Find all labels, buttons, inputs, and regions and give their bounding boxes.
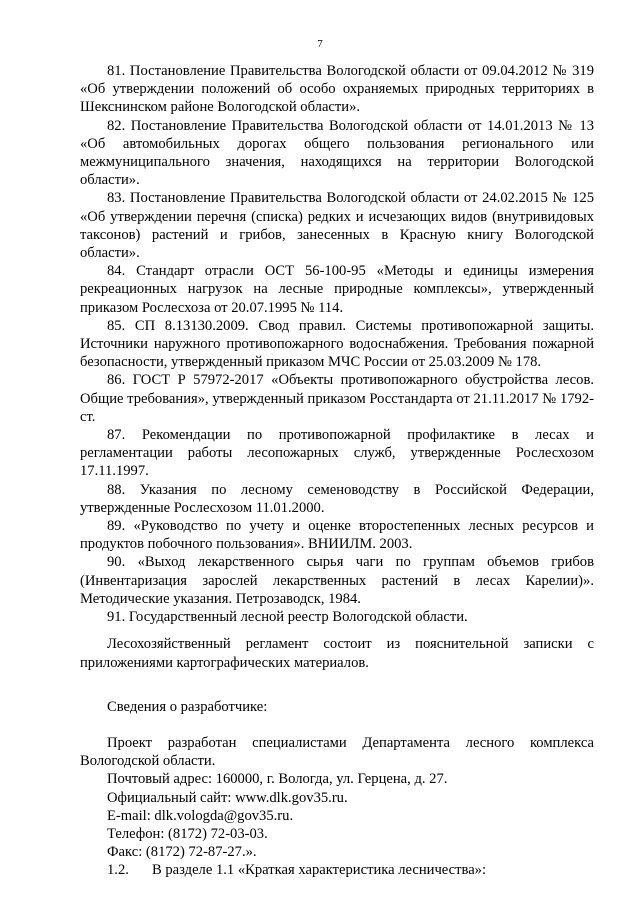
spacer (80, 716, 594, 734)
reference-90: 90. «Выход лекарственного сырья чаги по группам объемов грибов (Инвентаризация зарослей лекарственных растений в лесах Карелии)». Методические указания. Петрозаводск, 1984. (80, 554, 594, 607)
document-body (80, 62, 594, 880)
contact-fax: Факс: (8172) 72-87-27.». (107, 844, 257, 861)
subsection-number: 1.2. (107, 862, 129, 879)
spacer (80, 672, 594, 698)
contact-postal-address: Почтовый адрес: 160000, г. Вологда, ул. Герцена, д. 27. (107, 771, 448, 788)
developer-text: Проект разработан специалистами Департамента лесного комплекса Вологодской области. (80, 734, 594, 770)
reference-86: 86. ГОСТ Р 57972-2017 «Объекты противопожарного обустройства лесов. Общие требования», утвержденный приказом Росстандарта от 21.11.2017 № 1792-ст. (80, 372, 594, 425)
developer-heading: Сведения о разработчике: (107, 698, 268, 715)
reference-81: 81. Постановление Правительства Вологодской области от 09.04.2012 № 319 «Об утверждении положений об особо охраняемых природных территориях в Шекснинском районе Вологодской области». (80, 63, 594, 116)
reference-88: 88. Указания по лесному семеноводству в Российской Федерации, утвержденные Рослесхозом 11.01.2000. (80, 481, 594, 516)
contact-website: Официальный сайт: www.dlk.gov35.ru. (107, 789, 348, 806)
spacer (80, 626, 594, 635)
reference-82: 82. Постановление Правительства Вологодской области от 14.01.2013 № 13 «Об автомобильных дорогах общего пользования регионального или межмуниципального значения, находящихся на территории Вологодской области». (80, 117, 594, 189)
reference-91: 91. Государственный лесной реестр Вологодской области. (107, 609, 468, 626)
regulation-note: Лесохозяйственный регламент состоит из пояснительной записки с приложениями картографических материалов. (80, 636, 594, 671)
subsection-heading (107, 861, 594, 879)
contact-phone: Телефон: (8172) 72-03-03. (107, 825, 268, 842)
reference-85: 85. СП 8.13130.2009. Свод правил. Системы противопожарной защиты. Источники наружного противопожарного водоснабжения. Требования пожарной безопасности, утвержденный приказом МЧС России от 25.03.2009 № 178. (80, 317, 594, 371)
reference-87: 87. Рекомендации по противопожарной профилактике в лесах и регламентации работы лесопожарных служб, утвержденные Рослесхозом 17.11.1997. (80, 427, 594, 480)
reference-84: 84. Стандарт отрасли ОСТ 56-100-95 «Методы и единицы измерения рекреационных нагрузок на лесные природные комплексы», утвержденный приказом Рослесхоза от 20.07.1995 № 114. (80, 263, 594, 316)
reference-83: 83. Постановление Правительства Вологодской области от 24.02.2015 № 125 «Об утверждении перечня (списка) редких и исчезающих видов (внутривидовых таксонов) растений и грибов, занесенных в Красную книгу Вологодской области». (80, 190, 594, 262)
reference-89: 89. «Руководство по учету и оценке второстепенных лесных ресурсов и продуктов побочного пользования». ВНИИЛМ. 2003. (80, 518, 594, 553)
contact-email: E-mail: dlk.vologda@gov35.ru. (107, 807, 294, 824)
page-number: 7 (317, 38, 323, 50)
subsection-text: В разделе 1.1 «Краткая характеристика лесничества»: (152, 862, 487, 879)
